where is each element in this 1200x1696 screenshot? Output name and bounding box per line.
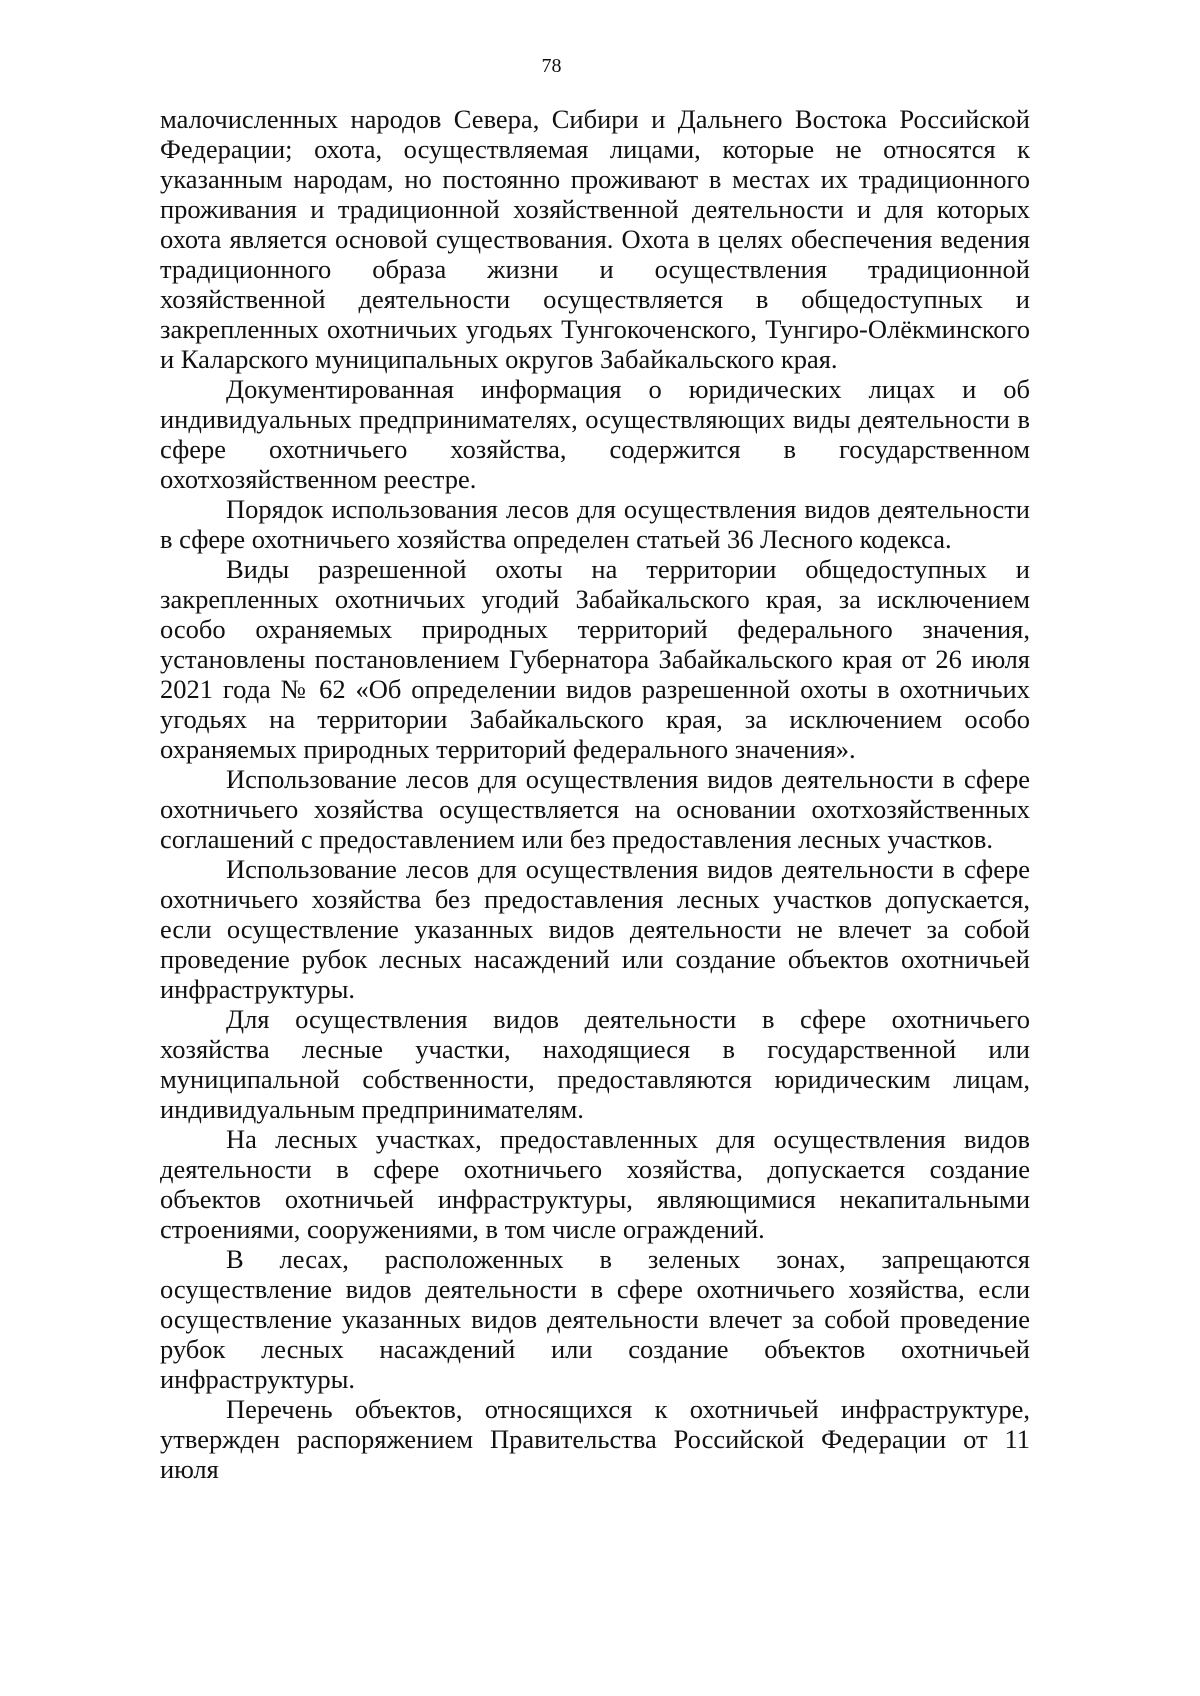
paragraph: В лесах, расположенных в зеленых зонах, запрещаются осуществление видов деятельности в сфере охотничьего хозяйства, если осуществление указанных видов деятельности влечет за собой проведение рубок лесных насаждений или создание объектов охотничьей инфраструктуры.	[160, 1244, 1030, 1394]
paragraph: малочисленных народов Севера, Сибири и Дальнего Востока Российской Федерации; охота, осуществляемая лицами, которые не относятся к указанным народам, но постоянно проживают в местах их традиционного проживания и традиционной хозяйственной деятельности и для которых охота является основой существования. Охота в целях обеспечения ведения традиционного образа жизни и осуществления традиционной хозяйственной деятельности осуществляется в общедоступных и закрепленных охотничьих угодьях Тунгокоченского, Тунгиро-Олёкминского и Каларского муниципальных округов Забайкальского края.	[160, 104, 1030, 374]
paragraph: Виды разрешенной охоты на территории общедоступных и закрепленных охотничьих угодий Забайкальского края, за исключением особо охраняемых природных территорий федерального значения, установлены постановлением Губернатора Забайкальского края от 26 июля 2021 года № 62 «Об определении видов разрешенной охоты в охотничьих угодьях на территории Забайкальского края, за исключением особо охраняемых природных территорий федерального значения».	[160, 554, 1030, 764]
page-number: 78	[541, 55, 562, 77]
paragraph: Использование лесов для осуществления видов деятельности в сфере охотничьего хозяйства осуществляется на основании охотхозяйственных соглашений с предоставлением или без предоставления лесных участков.	[160, 764, 1030, 854]
paragraph: Перечень объектов, относящихся к охотничьей инфраструктуре, утвержден распоряжением Правительства Российской Федерации от 11 июля	[160, 1394, 1030, 1484]
document-body	[160, 104, 1030, 1484]
paragraph: Порядок использования лесов для осуществления видов деятельности в сфере охотничьего хозяйства определен статьей 36 Лесного кодекса.	[160, 494, 1030, 554]
paragraph: На лесных участках, предоставленных для осуществления видов деятельности в сфере охотничьего хозяйства, допускается создание объектов охотничьей инфраструктуры, являющимися некапитальными строениями, сооружениями, в том числе ограждений.	[160, 1124, 1030, 1244]
paragraph: Использование лесов для осуществления видов деятельности в сфере охотничьего хозяйства без предоставления лесных участков допускается, если осуществление указанных видов деятельности не влечет за собой проведение рубок лесных насаждений или создание объектов охотничьей инфраструктуры.	[160, 854, 1030, 1004]
paragraph: Для осуществления видов деятельности в сфере охотничьего хозяйства лесные участки, находящиеся в государственной или муниципальной собственности, предоставляются юридическим лицам, индивидуальным предпринимателям.	[160, 1004, 1030, 1124]
paragraph: Документированная информация о юридических лицах и об индивидуальных предпринимателях, осуществляющих виды деятельности в сфере охотничьего хозяйства, содержится в государственном охотхозяйственном реестре.	[160, 374, 1030, 494]
